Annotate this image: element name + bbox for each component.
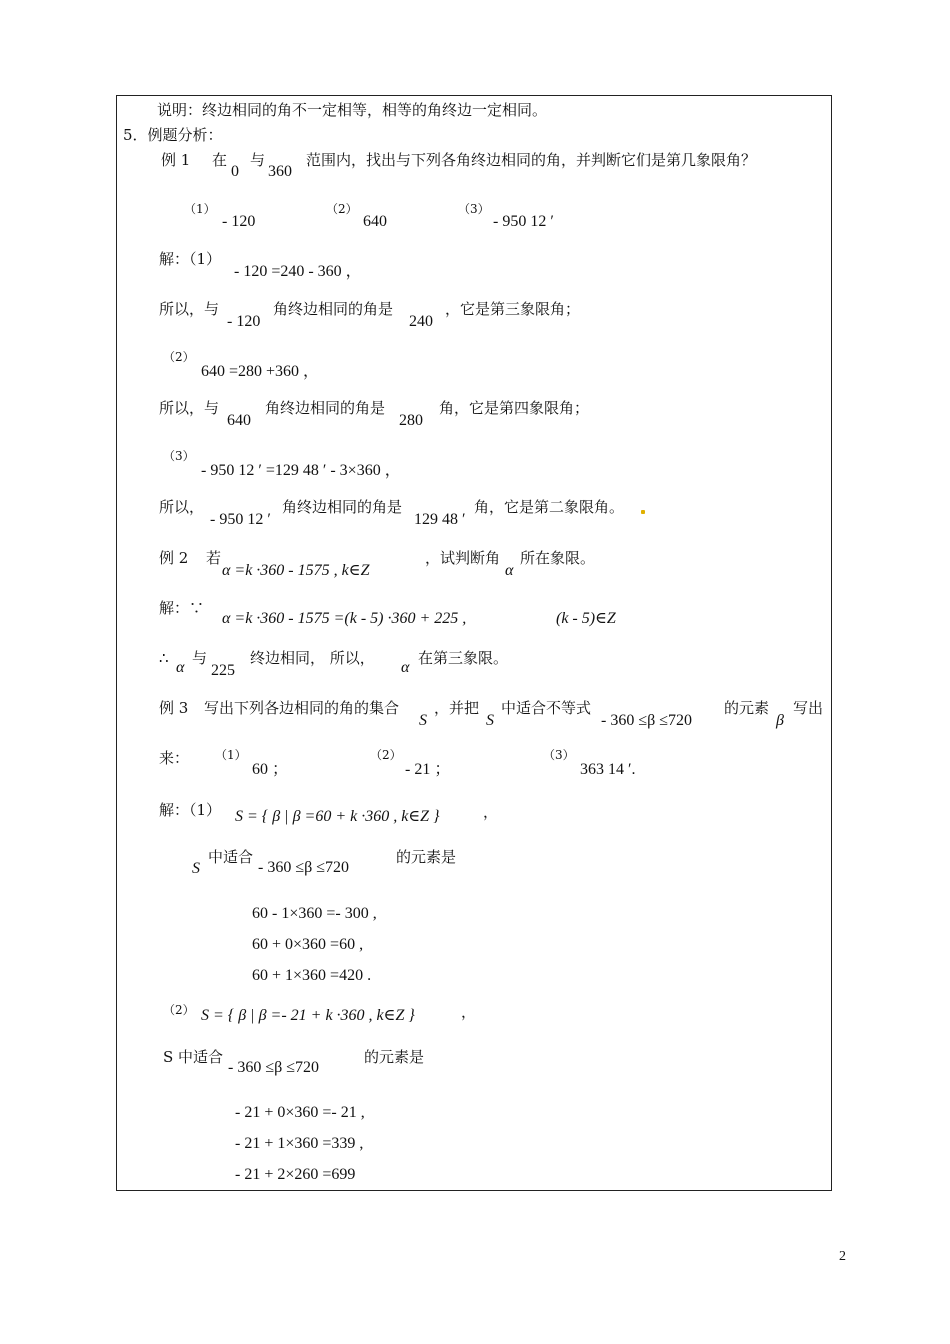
ex2-therefore: ∴ xyxy=(159,649,169,667)
ex3-solution-1-label: 解：（1） xyxy=(159,801,222,819)
ex3-text: 的元素 xyxy=(724,699,770,717)
ex3-solution-2-label: （2） xyxy=(163,1003,195,1017)
ex1-solution-2-label: （2） xyxy=(163,350,195,364)
example-2-label: 例 2 xyxy=(159,549,189,567)
ex3-text: ， xyxy=(483,803,499,821)
ex1-question: 范围内，找出与下列各角终边相同的角，并判断它们是第几象限角？ xyxy=(306,151,757,169)
ex3-text: 中适合不等式 xyxy=(501,699,592,717)
ex3-result-2: - 21 + 2×260 =699 xyxy=(235,1166,356,1183)
ex3-solution-1-set: S = { β | β =60 + k ·360 , k∈Z } xyxy=(235,808,440,825)
ex3-item-3-label: （3） xyxy=(543,748,575,762)
ex1-math: 360 xyxy=(268,163,292,180)
ex1-text: 在 xyxy=(212,151,228,169)
section-heading: 5．例题分析： xyxy=(123,126,223,144)
ex1-item-3-label: （3） xyxy=(458,202,490,216)
ex3-text: 中适合 xyxy=(208,848,254,866)
ex1-math: 0 xyxy=(231,163,239,180)
ex2-condition: α =k ·360 - 1575 , k∈Z xyxy=(222,562,370,579)
ex1-text: ，它是第三象限角； xyxy=(445,300,581,318)
ex1-math: 280 xyxy=(399,412,423,429)
ex2-text: 若 xyxy=(206,549,222,567)
ex3-inequality: - 360 ≤β ≤720 xyxy=(601,712,693,729)
ex1-text: 角终边相同的角是 xyxy=(273,300,394,318)
ex2-solution-label: 解：∵ xyxy=(159,599,205,617)
ex2-text: 终边相同， 所以， xyxy=(250,649,375,667)
example-1-label: 例 1 xyxy=(161,151,191,169)
ex3-text: 的元素是 xyxy=(396,848,457,866)
ex3-set-s: S xyxy=(486,712,494,729)
ex3-result-2: - 21 + 1×360 =339 , xyxy=(235,1135,364,1152)
ex3-inequality: - 360 ≤β ≤720 xyxy=(228,1059,320,1076)
ex1-math: 129 48 ′ xyxy=(414,511,466,528)
ex1-text: 角，它是第四象限角； xyxy=(439,399,590,417)
ex1-math: - 950 12 ′ xyxy=(210,511,271,528)
ex2-solution-equation: α =k ·360 - 1575 =(k - 5) ·360 + 225 , xyxy=(222,610,467,627)
ex1-text: 角终边相同的角是 xyxy=(265,399,386,417)
ex1-math: 240 xyxy=(409,313,433,330)
ex3-text: S 中适合 xyxy=(163,1048,224,1066)
ex3-text: 写出 xyxy=(793,699,824,717)
ex1-text: 所以，与 xyxy=(159,300,220,318)
ex3-solution-2-set: S = { β | β =- 21 + k ·360 , k∈Z } xyxy=(201,1007,415,1024)
ex3-result-1: 60 - 1×360 =- 300 , xyxy=(252,905,377,922)
ex3-inequality: - 360 ≤β ≤720 xyxy=(258,859,350,876)
ex1-item-2-value: 640 xyxy=(363,213,387,230)
ex1-item-1-label: （1） xyxy=(184,202,216,216)
ex1-math: 640 xyxy=(227,412,251,429)
ex3-result-1: 60 + 0×360 =60 , xyxy=(252,936,364,953)
page-number: 2 xyxy=(839,1249,846,1264)
ex3-set-s: S xyxy=(419,712,427,729)
ex2-alpha: α xyxy=(505,562,514,579)
ex1-solution-3-label: （3） xyxy=(163,449,195,463)
ex1-text: 与 xyxy=(250,151,266,169)
ex2-solution-condition: (k - 5)∈Z xyxy=(556,610,616,627)
ex1-text: 所以，与 xyxy=(159,399,220,417)
ex3-text: 的元素是 xyxy=(364,1048,425,1066)
ex3-set-s: S xyxy=(192,860,200,877)
ex3-text: ， xyxy=(461,1003,477,1021)
ex3-result-2: - 21 + 0×360 =- 21 , xyxy=(235,1104,365,1121)
ex3-item-1-value: 60 ； xyxy=(252,761,289,778)
ex1-text: 角，它是第二象限角。 xyxy=(474,498,625,516)
highlight-dot xyxy=(641,510,645,514)
ex3-item-3-value: 363 14 ′. xyxy=(580,761,636,778)
ex2-text: ，试判断角 xyxy=(425,549,501,567)
ex3-item-1-label: （1） xyxy=(215,748,247,762)
ex2-text: 在第三象限。 xyxy=(418,649,509,667)
ex3-item-2-label: （2） xyxy=(370,748,402,762)
ex1-text: 所以， xyxy=(159,498,205,516)
ex3-beta: β xyxy=(776,712,784,729)
ex2-alpha: α xyxy=(176,659,185,676)
ex3-text: ，并把 xyxy=(434,699,480,717)
ex1-solution-1-equation: - 120 =240 - 360 ， xyxy=(234,263,362,280)
ex2-text: 与 xyxy=(192,649,208,667)
ex1-item-1-value: - 120 xyxy=(222,213,256,230)
ex2-alpha: α xyxy=(401,659,410,676)
ex3-text: 写出下列各边相同的角的集合 xyxy=(204,699,400,717)
ex1-solution-label: 解：（1） xyxy=(159,250,222,268)
ex3-item-2-value: - 21 ； xyxy=(405,761,451,778)
content-box xyxy=(116,95,832,1191)
ex3-result-1: 60 + 1×360 =420 . xyxy=(252,967,372,984)
ex1-item-2-label: （2） xyxy=(326,202,358,216)
ex1-item-3-value: - 950 12 ′ xyxy=(493,213,554,230)
example-3-label: 例 3 xyxy=(159,699,189,717)
ex3-text: 来： xyxy=(159,749,190,767)
ex1-math: - 120 xyxy=(227,313,261,330)
ex2-text: 所在象限。 xyxy=(520,549,596,567)
ex1-text: 角终边相同的角是 xyxy=(282,498,403,516)
ex2-math: 225 xyxy=(211,662,235,679)
ex1-solution-3-equation: - 950 12 ′ =129 48 ′ - 3×360 ， xyxy=(201,462,401,479)
ex1-solution-2-equation: 640 =280 +360 ， xyxy=(201,363,320,380)
note-text: 说明：终边相同的角不一定相等，相等的角终边一定相同。 xyxy=(157,101,548,119)
